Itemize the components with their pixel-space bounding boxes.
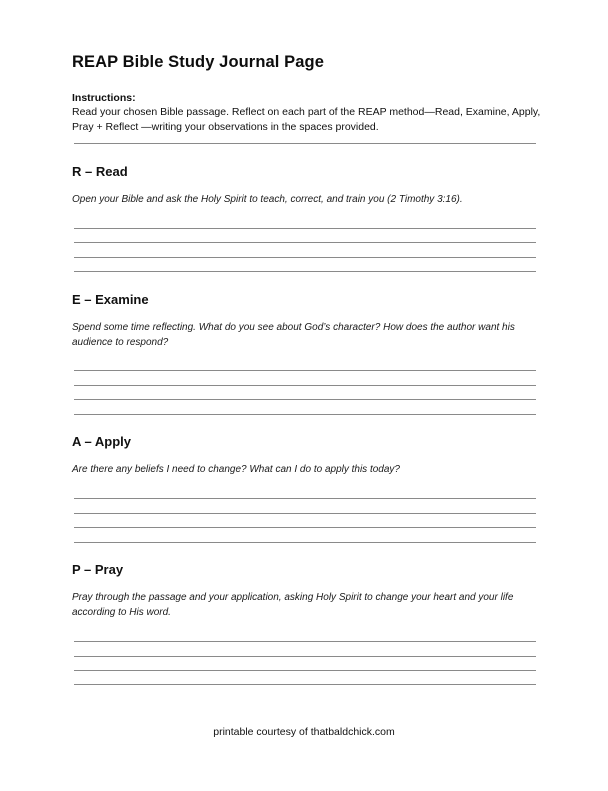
page-title: REAP Bible Study Journal Page [72,53,324,71]
section-prompt-pray: Pray through the passage and your application, asking Holy Spirit to change your heart and your life according to His word. [72,592,514,618]
instructions-label: Instructions: [72,92,136,104]
instructions-divider [74,143,536,144]
writing-line[interactable] [74,370,536,371]
instructions-text: Read your chosen Bible passage. Reflect on each part of the REAP method—Read, Examine, Apply, Pray + Reflect —writing your observations in the spaces provided. [72,106,541,133]
writing-line[interactable] [74,257,536,258]
writing-line[interactable] [74,527,536,528]
section-heading-apply: A – Apply [72,434,131,449]
writing-line[interactable] [74,542,536,543]
writing-line[interactable] [74,385,536,386]
writing-line[interactable] [74,641,536,642]
section-prompt-examine: Spend some time reflecting. What do you see about God’s character? How does the author want his audience to respond? [72,322,515,348]
writing-line[interactable] [74,414,536,415]
section-prompt-apply: Are there any beliefs I need to change? What can I do to apply this today? [72,464,400,475]
writing-line[interactable] [74,399,536,400]
writing-line[interactable] [74,228,536,229]
writing-line[interactable] [74,513,536,514]
section-heading-examine: E – Examine [72,292,149,307]
writing-line[interactable] [74,498,536,499]
section-heading-pray: P – Pray [72,562,124,577]
writing-line[interactable] [74,684,536,685]
writing-line[interactable] [74,271,536,272]
writing-line[interactable] [74,242,536,243]
footer-credit: printable courtesy of thatbaldchick.com [213,726,395,738]
writing-line[interactable] [74,670,536,671]
section-heading-read: R – Read [72,164,128,179]
section-prompt-read: Open your Bible and ask the Holy Spirit to teach, correct, and train you (2 Timothy 3:16). [72,194,463,205]
writing-line[interactable] [74,656,536,657]
